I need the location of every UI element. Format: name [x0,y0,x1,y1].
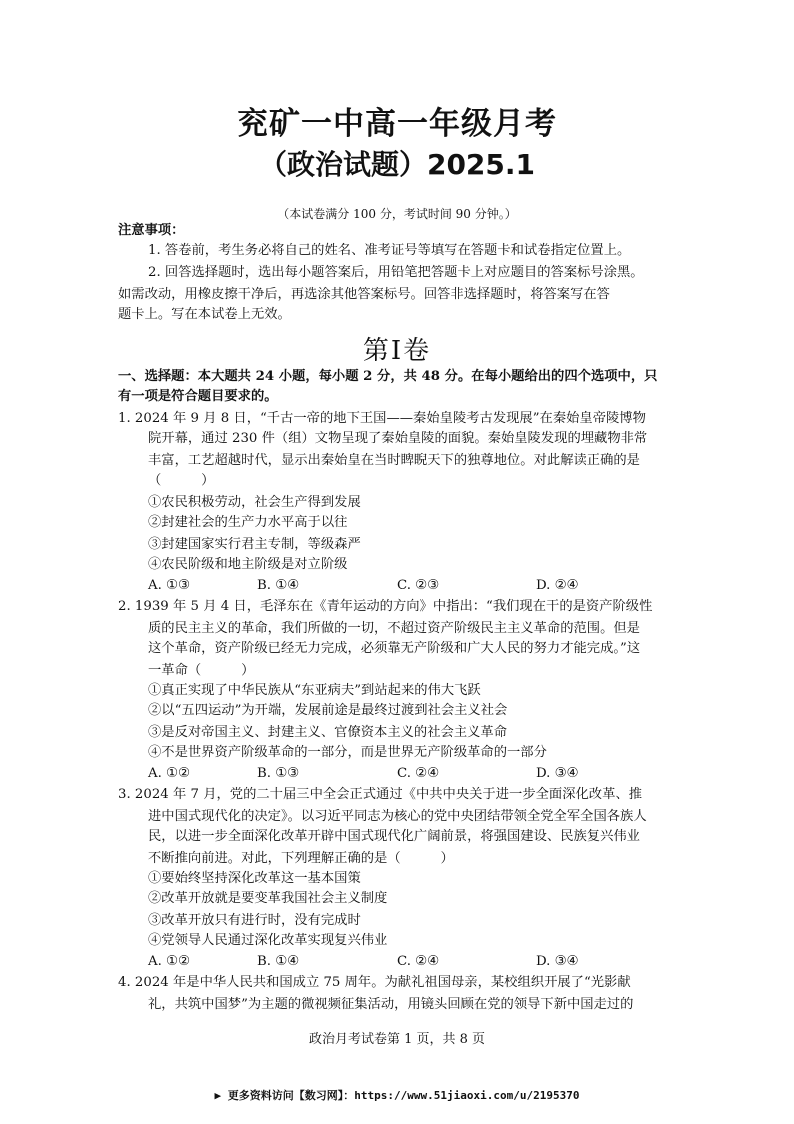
question-3-choice: ④党领导人民通过深化改革实现复兴伟业 [148,933,388,948]
instruction-line: 题卡上。写在本试卷上无效。 [118,307,291,322]
question-2-option-c: C. ②④ [397,766,439,781]
question-1-line: （ ） [148,473,215,488]
question-1-option-c: C. ②③ [397,578,439,593]
question-4-line: 礼，共筑中国梦”为主题的微视频征集活动，用镜头回顾在党的领导下新中国走过的 [148,997,634,1012]
question-3-option-c: C. ②④ [397,954,439,969]
question-2-line: 一革命（ ） [148,663,255,678]
question-1-option-d: D. ②④ [536,578,579,593]
instructions-heading: 注意事项： [118,223,185,238]
question-1-line: 1. 2024 年 9 月 8 日，“千古一帝的地下王国——秦始皇陵考古发现展”在秦始皇帝陵博物 [118,411,646,426]
question-2-choice: ④不是世界资产阶级革命的一部分，而是世界无产阶级革命的一部分 [148,745,547,760]
exam-subtitle: （政治试题）2025.1 [258,148,536,181]
question-3-choice: ②改革开放就是要变革我国社会主义制度 [148,891,388,906]
question-3-option-b: B. ①④ [257,954,300,969]
instruction-line: 2. 回答选择题时，选出每小题答案后，用铅笔把答题卡上对应题目的答案标号涂黑。 [148,265,644,280]
question-2-choice: ①真正实现了中华民族从“东亚病夫”到站起来的伟大飞跃 [148,683,481,698]
question-3-line: 3. 2024 年 7 月，党的二十届三中全会正式通过《中共中央关于进一步全面深化改革、推 [118,787,642,802]
question-2-line: 2. 1939 年 5 月 4 日，毛泽东在《青年运动的方向》中指出：“我们现在干的是资产阶级性 [118,599,653,614]
question-1-choice: ①农民积极劳动，社会生产得到发展 [148,495,361,510]
question-1-line: 院开幕，通过 230 件（组）文物呈现了秦始皇陵的面貌。秦始皇陵发现的埋藏物非常 [148,431,648,446]
question-1-choice: ③封建国家实行君主专制，等级森严 [148,537,361,552]
question-4-line: 4. 2024 年是中华人民共和国成立 75 周年。为献礼祖国母亲，某校组织开展了“光影献 [118,975,631,990]
instruction-line: 1. 答卷前，考生务必将自己的姓名、准考证号等填写在答题卡和试卷指定位置上。 [148,243,631,258]
question-3-choice: ③改革开放只有进行时，没有完成时 [148,913,361,928]
question-2-choice: ②以“五四运动”为开端，发展前途是最终过渡到社会主义社会 [148,703,508,718]
exam-title: 兖矿一中高一年级月考 [237,106,557,142]
question-3-choice: ①要始终坚持深化改革这一基本国策 [148,871,361,886]
question-1-choice: ④农民阶级和地主阶级是对立阶级 [148,557,348,572]
question-3-line: 不断推向前进。对此，下列理解正确的是（ ） [148,851,454,866]
question-2-line: 质的民主主义的革命，我们所做的一切，不超过资产阶级民主主义革命的范围。但是 [148,621,640,636]
section-title: 第Ⅰ卷 [362,336,432,366]
question-2-choice: ③是反对帝国主义、封建主义、官僚资本主义的社会主义革命 [148,725,508,740]
question-2-option-b: B. ①③ [257,766,300,781]
question-3-line: 进中国式现代化的决定》。以习近平同志为核心的党中央团结带领全党全军全国各族人 [148,809,647,824]
question-2-option-d: D. ③④ [536,766,579,781]
section-intro: 一、选择题：本大题共 24 小题，每小题 2 分，共 48 分。在每小题给出的四个选项中，只 [118,369,658,384]
question-1-choice: ②封建社会的生产力水平高于以往 [148,515,348,530]
section-intro: 有一项是符合题目要求的。 [118,389,278,404]
question-3-line: 民，以进一步全面深化改革开辟中国式现代化广阔前景，将强国建设、民族复兴伟业 [148,829,640,844]
promo-link[interactable]: ▶ 更多资料访问【数习网】：https://www.51jiaoxi.com/u/2195370 [214,1089,580,1102]
question-1-line: 丰富，工艺超越时代，显示出秦始皇在当时睥睨天下的独尊地位。对此解读正确的是 [148,453,640,468]
instruction-line: 如需改动，用橡皮擦干净后，再选涂其他答案标号。回答非选择题时，将答案写在答 [118,287,610,302]
exam-note: （本试卷满分 100 分，考试时间 90 分钟。） [277,207,517,221]
question-3-option-d: D. ③④ [536,954,579,969]
page-footer: 政治月考试卷第 1 页，共 8 页 [308,1032,486,1047]
question-1-option-b: B. ①④ [257,578,300,593]
question-2-option-a: A. ①② [148,766,190,781]
question-2-line: 这个革命，资产阶级已经无力完成，必须靠无产阶级和广大人民的努力才能完成。”这 [148,641,641,656]
question-1-option-a: A. ①③ [148,578,190,593]
question-3-option-a: A. ①② [148,954,190,969]
